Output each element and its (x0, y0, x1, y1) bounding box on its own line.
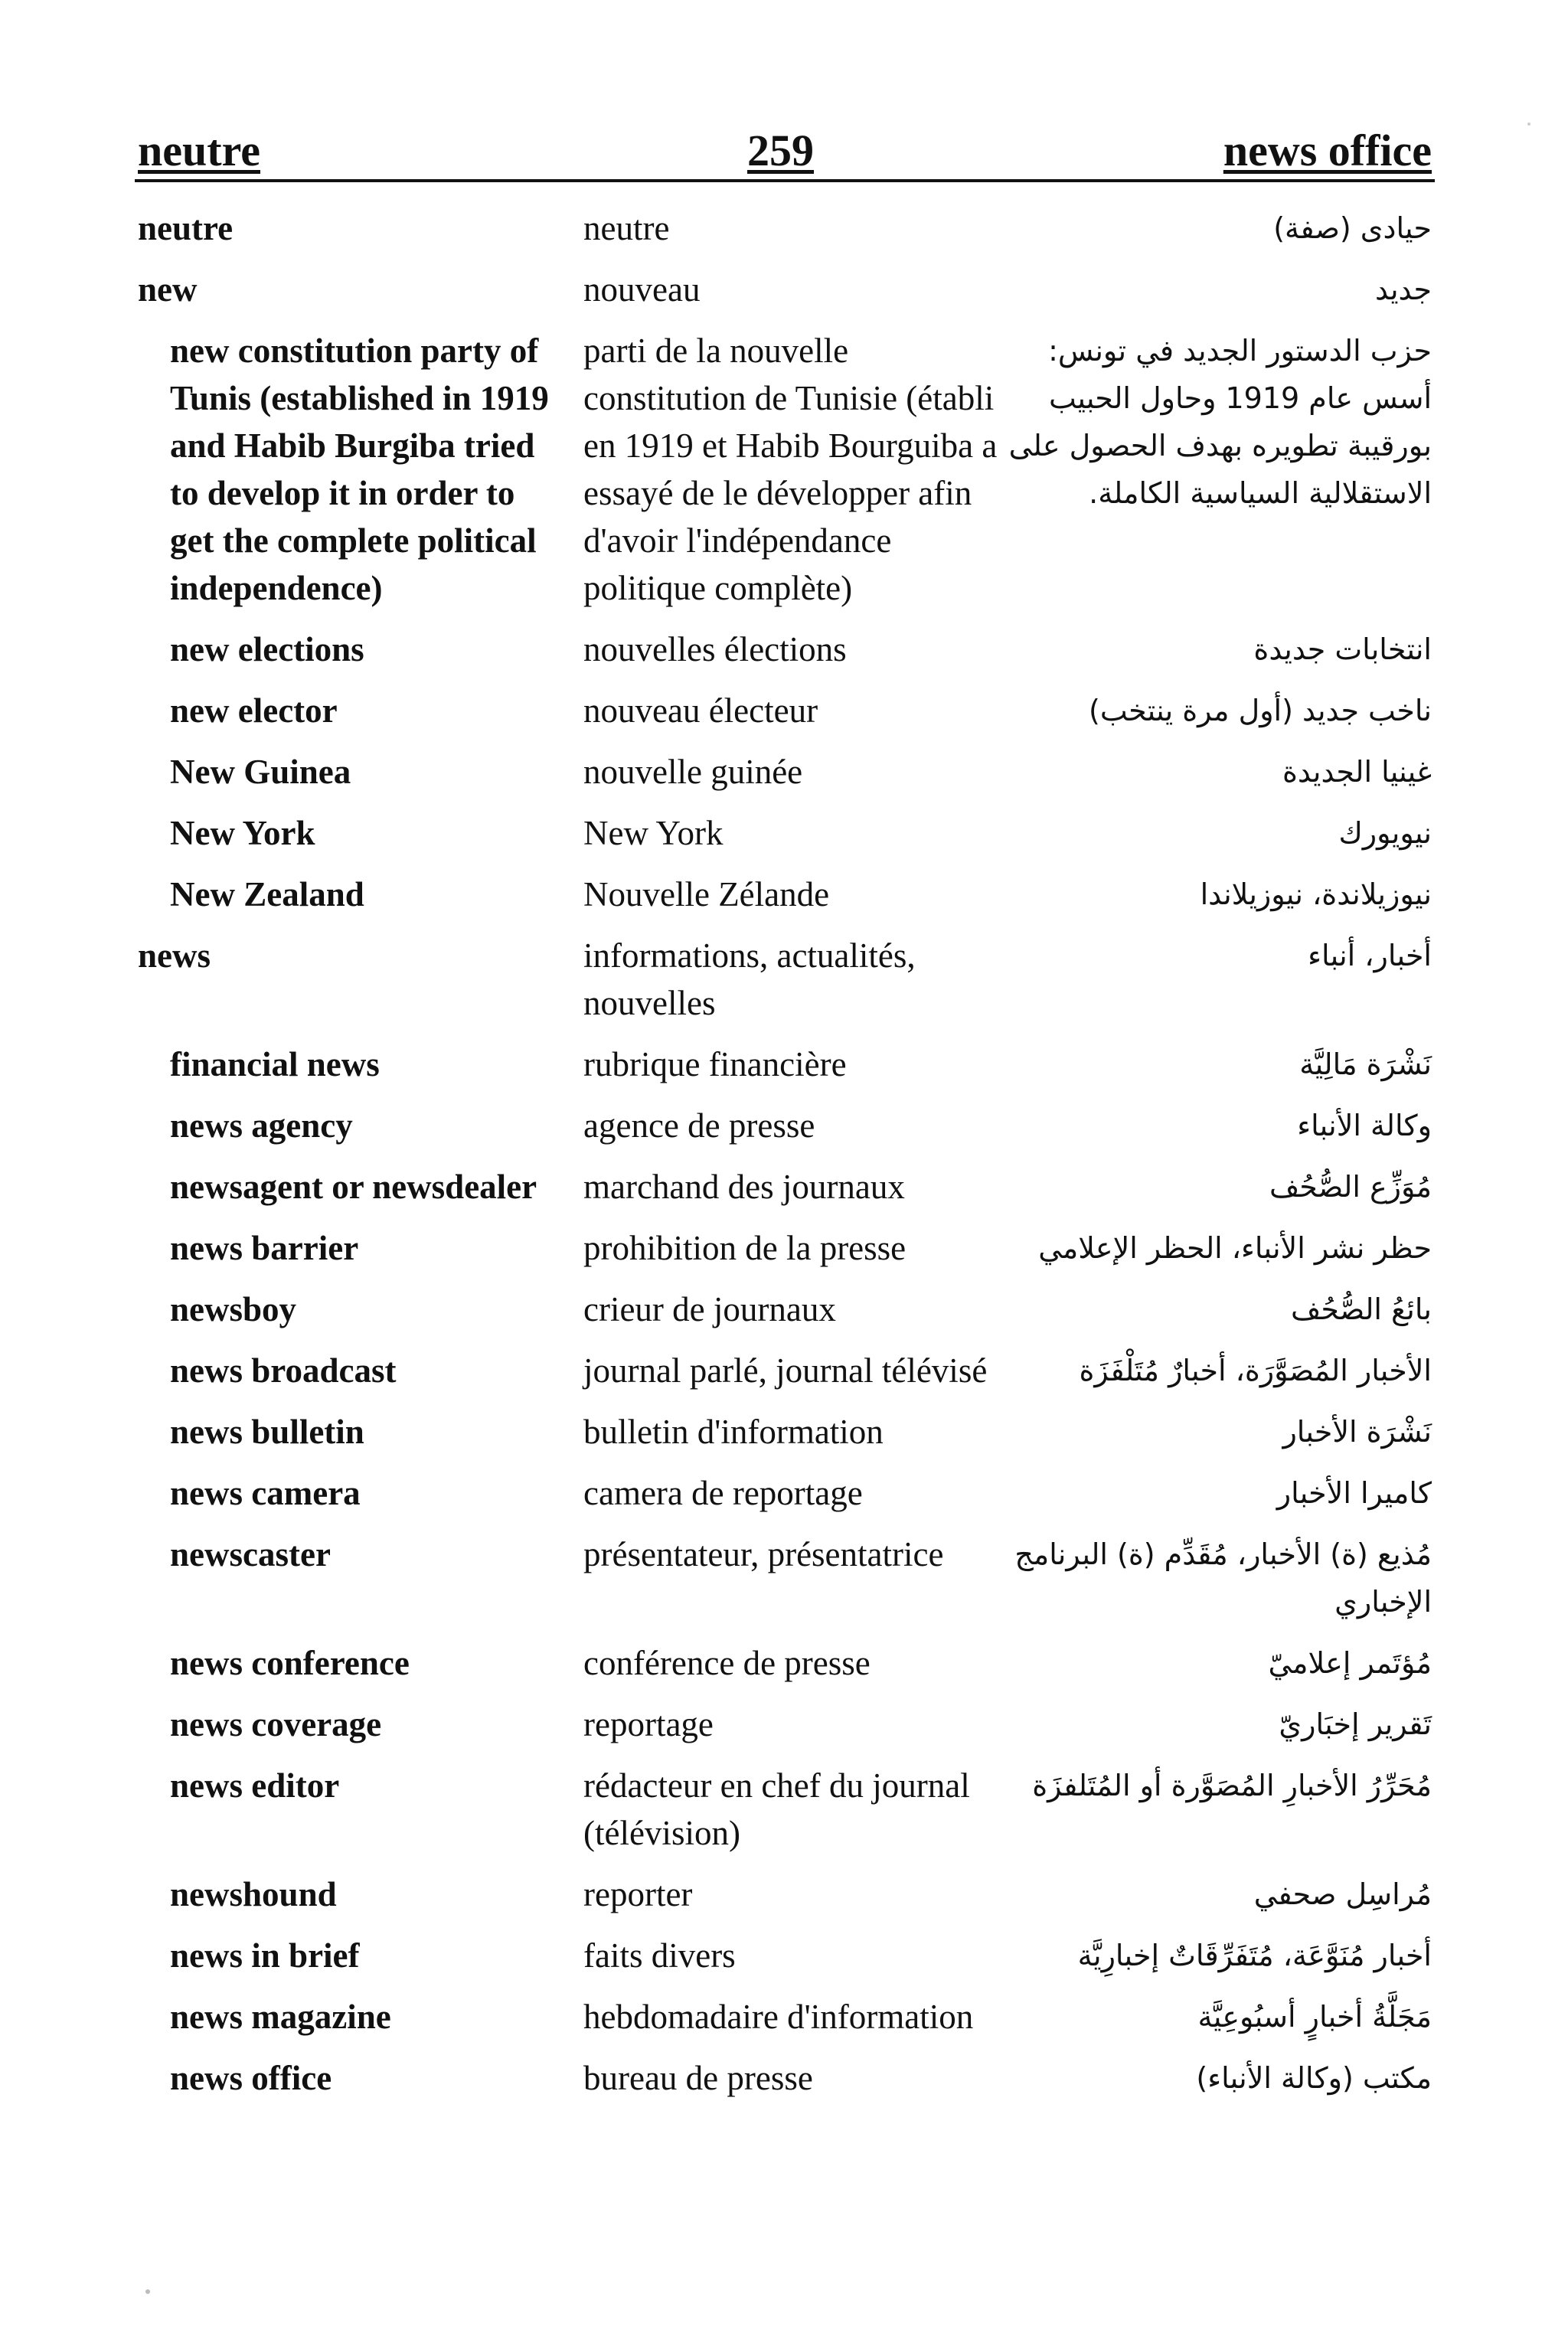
entry-french: nouvelles élections (583, 630, 847, 668)
dictionary-entry (138, 1755, 1432, 1864)
entry-french: reportage (583, 1705, 714, 1743)
entry-arabic: غينيا الجديدة (1282, 755, 1432, 789)
entry-french: Nouvelle Zélande (583, 875, 830, 913)
entry-french: nouveau électeur (583, 691, 818, 730)
dictionary-entry (138, 1401, 1432, 1462)
entry-french: journal parlé, journal télévisé (583, 1351, 988, 1390)
entry-arabic: مُراسِل صحفي (1253, 1877, 1432, 1911)
entry-term: news in brief (170, 1936, 360, 1975)
entry-french: prohibition de la presse (583, 1229, 906, 1267)
dictionary-entry (138, 741, 1432, 802)
dictionary-entry (138, 259, 1432, 320)
dictionary-entry (138, 1462, 1432, 1524)
entry-french: présentateur, présentatrice (583, 1535, 944, 1573)
entry-term: news bulletin (170, 1413, 364, 1451)
entry-french: rédacteur en chef du journal (télévision) (583, 1766, 970, 1852)
entry-arabic: مُوَزِّع الصُّحُف (1269, 1170, 1432, 1204)
entry-term: New Zealand (170, 875, 364, 913)
dictionary-entry (138, 198, 1432, 259)
page-number: 259 (747, 126, 814, 175)
entry-arabic: ناخب جديد (أول مرة ينتخب) (1089, 694, 1432, 727)
entry-term: new elector (170, 691, 338, 730)
dictionary-entry (138, 320, 1432, 619)
entry-arabic: جديد (1375, 273, 1432, 306)
dictionary-entry (138, 1524, 1432, 1632)
dictionary-entry (138, 864, 1432, 925)
header-first-word: neutre (138, 126, 261, 175)
entry-french: New York (583, 814, 724, 852)
entry-term: new (138, 270, 198, 309)
dictionary-entry (138, 1925, 1432, 1986)
entry-arabic: مُذيع (ة) الأخبار، مُقَدِّم (ة) البرنامج الإخباري (1014, 1537, 1432, 1619)
entry-term: neutre (138, 209, 234, 247)
entry-term: news editor (170, 1766, 340, 1805)
entry-french: parti de la nouvelle constitution de Tunisie (établi en 1919 et Habib Bourguiba a essayé de le développer afin d'avoir l'indépendance politique complète) (583, 332, 998, 607)
entry-french: nouvelle guinée (583, 753, 803, 791)
entry-french: hebdomadaire d'information (583, 1998, 974, 2036)
dictionary-entry (138, 802, 1432, 864)
entry-arabic: حيادى (صفة) (1273, 211, 1432, 245)
header-rule (135, 179, 1435, 182)
entry-french: bureau de presse (583, 2059, 813, 2097)
entry-term: newsboy (170, 1290, 297, 1328)
entry-arabic: نيوزيلاندة، نيوزيلاندا (1200, 877, 1432, 911)
entry-arabic: الأخبار المُصَوَّرَة، أخبارٌ مُتَلْفَزَة (1079, 1354, 1432, 1387)
entry-term: news agency (170, 1106, 353, 1145)
entry-arabic: نَشْرَة الأخبار (1282, 1415, 1432, 1449)
entry-arabic: بائعُ الصُّحُف (1291, 1292, 1432, 1326)
entry-arabic: أخبار، أنباء (1308, 939, 1432, 972)
entry-french: faits divers (583, 1936, 736, 1975)
entry-french: nouveau (583, 270, 701, 309)
scan-speck (1527, 123, 1530, 126)
entry-term: new constitution party of Tunis (established in 1919 and Habib Burgiba tried to develop it in order to get the complete political independence) (170, 332, 549, 607)
dictionary-entry (138, 1034, 1432, 1095)
dictionary-entry (138, 680, 1432, 741)
dictionary-entry (138, 1095, 1432, 1156)
dictionary-entry (138, 1156, 1432, 1217)
entry-term: news coverage (170, 1705, 382, 1743)
entry-french: informations, actualités, nouvelles (583, 936, 916, 1022)
dictionary-entry (138, 925, 1432, 1034)
entry-term: newscaster (170, 1535, 331, 1573)
entry-term: newshound (170, 1875, 337, 1913)
entry-term: news (138, 936, 211, 975)
entry-term: new elections (170, 630, 364, 668)
entry-arabic: مُحَرِّرُ الأخبارِ المُصَوَّرة أو المُتَلفزَة (1032, 1769, 1432, 1802)
entry-french: crieur de journaux (583, 1290, 836, 1328)
entry-term: news broadcast (170, 1351, 397, 1390)
entry-arabic: نَشْرَة مَالِيَّة (1299, 1047, 1432, 1081)
entry-french: bulletin d'information (583, 1413, 884, 1451)
entry-arabic: وكالة الأنباء (1297, 1109, 1432, 1142)
entry-term: New Guinea (170, 753, 351, 791)
dictionary-entry (138, 1694, 1432, 1755)
dictionary-entry (138, 2047, 1432, 2109)
entry-term: news conference (170, 1644, 410, 1682)
entry-term: news camera (170, 1474, 361, 1512)
entry-french: neutre (583, 209, 670, 247)
entry-french: camera de reportage (583, 1474, 863, 1512)
entry-french: rubrique financière (583, 1045, 847, 1083)
entry-term: financial news (170, 1045, 380, 1083)
entry-arabic: كاميرا الأخبار (1276, 1476, 1432, 1510)
entry-french: reporter (583, 1875, 693, 1913)
dictionary-entry (138, 1864, 1432, 1925)
dictionary-entry (138, 619, 1432, 680)
dictionary-entry (138, 1986, 1432, 2047)
entry-arabic: مَجَلَّةُ أخبارٍ أسبُوعِيَّة (1197, 2000, 1432, 2034)
entry-term: news magazine (170, 1998, 391, 2036)
entry-list (138, 198, 1432, 2109)
entry-french: agence de presse (583, 1106, 815, 1145)
header-last-word: news office (1223, 126, 1432, 175)
entry-term: New York (170, 814, 315, 852)
entry-arabic: انتخابات جديدة (1253, 632, 1432, 666)
dictionary-entry (138, 1340, 1432, 1401)
entry-arabic: تَقرير إخبَاريّ (1279, 1707, 1432, 1741)
entry-french: marchand des journaux (583, 1168, 905, 1206)
running-header (138, 123, 1432, 181)
entry-term: newsagent or newsdealer (170, 1168, 537, 1206)
dictionary-entry (138, 1217, 1432, 1279)
entry-term: news office (170, 2059, 332, 2097)
dictionary-entry (138, 1279, 1432, 1340)
entry-term: news barrier (170, 1229, 359, 1267)
scan-speck (145, 2289, 150, 2294)
entry-arabic: حزب الدستور الجديد في تونس: أسس عام 1919 وحاول الحبيب بورقيبة تطويره بهدف الحصول على الاستقلالية السياسية الكاملة. (1008, 334, 1432, 510)
entry-arabic: أخبار مُنَوَّعَة، مُتَفَرِّقَاتٌ إخبارِيَّة (1077, 1939, 1432, 1972)
entry-arabic: مُؤتَمر إعلاميّ (1268, 1646, 1432, 1680)
entry-french: conférence de presse (583, 1644, 871, 1682)
entry-arabic: مكتب (وكالة الأنباء) (1196, 2061, 1432, 2095)
dictionary-entry (138, 1632, 1432, 1694)
entry-arabic: حظر نشر الأنباء، الحظر الإعلامي (1038, 1231, 1432, 1265)
entry-arabic: نيويورك (1338, 816, 1432, 850)
